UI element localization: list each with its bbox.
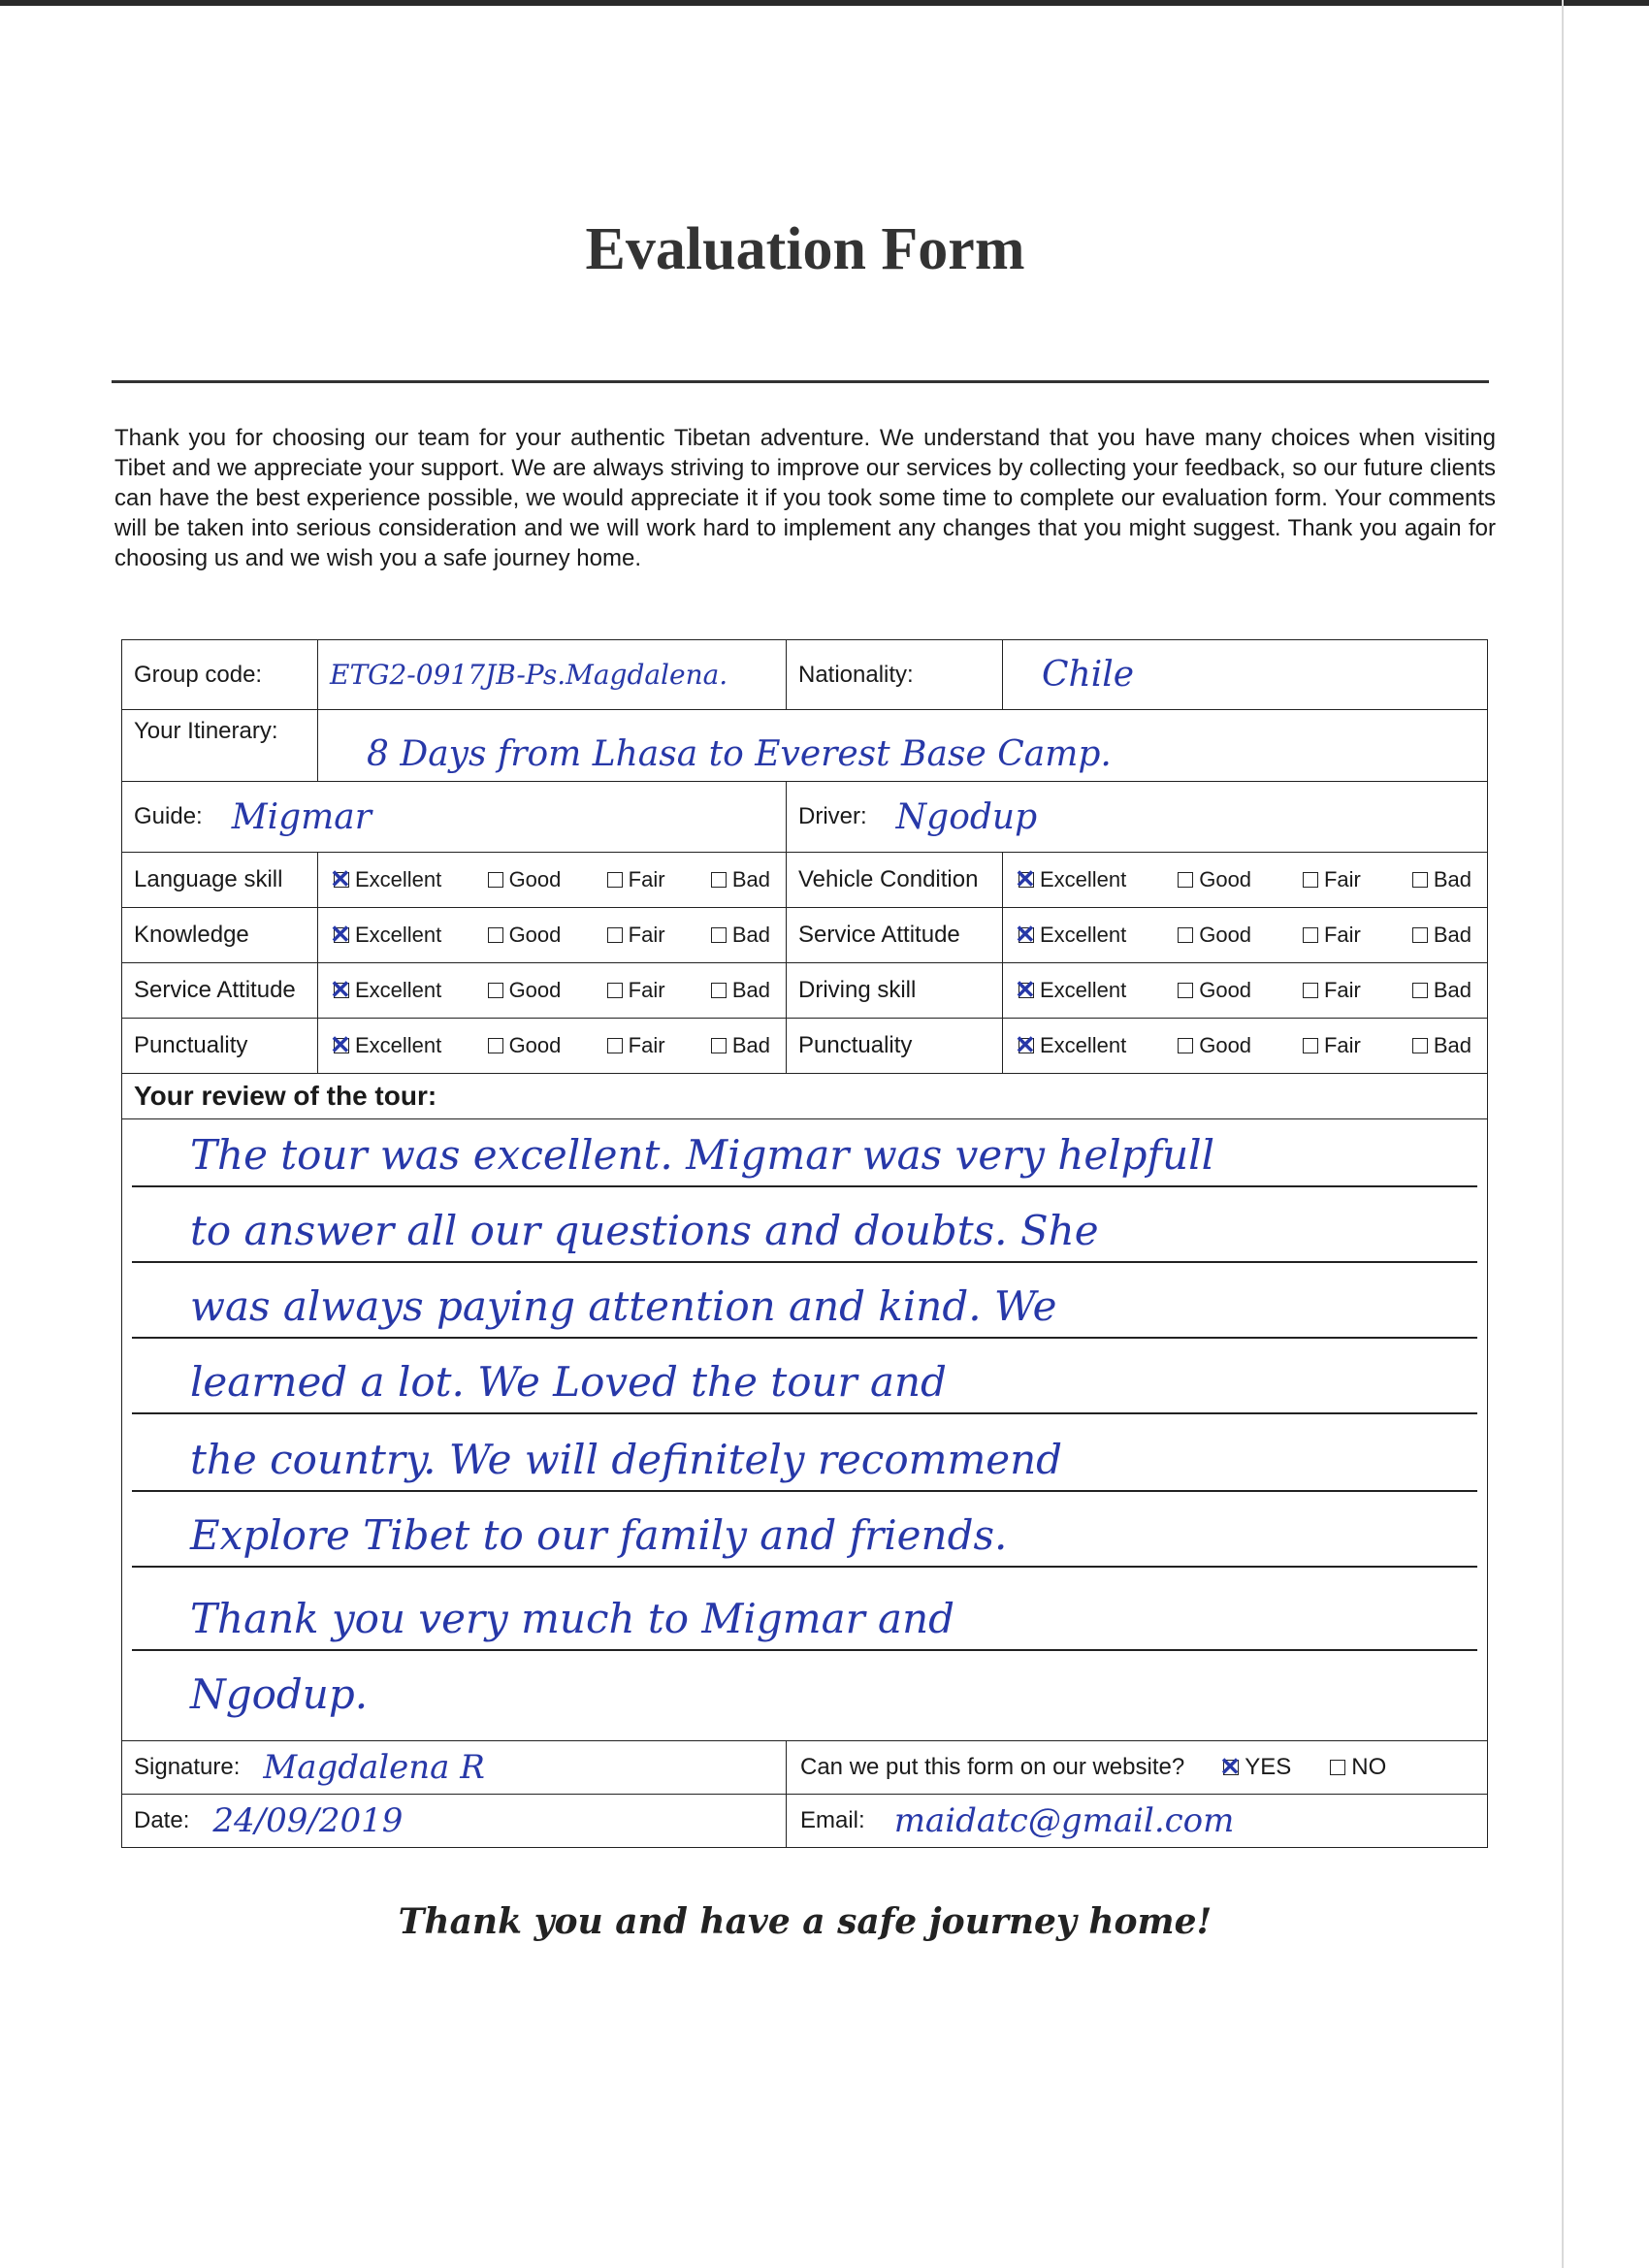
review-line: Ngodup. xyxy=(190,1670,369,1718)
rating-row xyxy=(122,963,1488,1019)
date-value[interactable]: 24/09/2019 xyxy=(212,1801,404,1840)
checkbox[interactable] xyxy=(1178,1038,1193,1053)
signature-label: Signature: xyxy=(134,1754,241,1780)
checkbox[interactable] xyxy=(711,983,727,998)
option-good[interactable]: Good xyxy=(1178,978,1251,1003)
checkbox[interactable] xyxy=(607,1038,623,1053)
option-bad[interactable]: Bad xyxy=(711,978,770,1003)
evaluation-table xyxy=(121,639,1488,1848)
review-line: The tour was excellent. Migmar was very helpfull xyxy=(132,1125,1477,1187)
review-line: learned a lot. We Loved the tour and xyxy=(132,1352,1477,1414)
website-question: Can we put this form on our website? xyxy=(800,1754,1185,1780)
group-code-label: Group code: xyxy=(122,640,318,710)
review-line: the country. We will definitely recommend xyxy=(132,1430,1477,1492)
checkbox[interactable] xyxy=(488,927,503,943)
option-bad[interactable]: Bad xyxy=(711,867,770,892)
guide-rating-label: Service Attitude xyxy=(122,963,318,1019)
option-bad[interactable]: Bad xyxy=(1412,867,1471,892)
rating-row xyxy=(122,853,1488,908)
option-fair[interactable]: Fair xyxy=(1303,923,1361,948)
option-bad[interactable]: Bad xyxy=(711,1033,770,1058)
review-line: Thank you very much to Migmar and xyxy=(132,1589,1477,1651)
checkbox[interactable] xyxy=(711,872,727,888)
option-excellent[interactable]: ✕ Excellent xyxy=(334,923,441,948)
option-excellent[interactable]: ✕ Excellent xyxy=(334,867,441,892)
guide-rating-options[interactable] xyxy=(330,923,774,948)
driver-label: Driver: xyxy=(798,803,867,829)
email-label: Email: xyxy=(800,1807,865,1833)
option-fair[interactable]: Fair xyxy=(1303,867,1361,892)
option-good[interactable]: Good xyxy=(488,978,562,1003)
review-area[interactable] xyxy=(122,1119,1488,1741)
checkbox[interactable] xyxy=(1330,1760,1345,1775)
date-label: Date: xyxy=(134,1807,190,1833)
checkbox[interactable] xyxy=(1303,872,1318,888)
option-good[interactable]: Good xyxy=(488,923,562,948)
guide-label: Guide: xyxy=(134,803,203,829)
email-value[interactable]: maidatc@gmail.com xyxy=(893,1801,1235,1840)
driver-rating-label: Service Attitude xyxy=(787,908,1003,963)
option-excellent[interactable]: ✕ Excellent xyxy=(1018,978,1126,1003)
checkbox[interactable] xyxy=(711,1038,727,1053)
rating-row xyxy=(122,1019,1488,1074)
checkbox[interactable] xyxy=(1412,927,1428,943)
checkbox[interactable] xyxy=(1303,927,1318,943)
driver-value[interactable]: Ngodup xyxy=(895,796,1038,837)
driver-rating-label: Punctuality xyxy=(787,1019,1003,1074)
option-bad[interactable]: Bad xyxy=(1412,923,1471,948)
guide-rating-options[interactable] xyxy=(330,867,774,892)
option-bad[interactable]: Bad xyxy=(1412,978,1471,1003)
footer-message: Thank you and have a safe journey home! xyxy=(398,1901,1212,1942)
option-yes[interactable]: ✕ YES xyxy=(1223,1754,1291,1781)
checkbox[interactable] xyxy=(1178,872,1193,888)
checkbox-checked[interactable] xyxy=(1018,1038,1034,1053)
checkbox-checked[interactable] xyxy=(1018,872,1034,888)
checkbox-checked[interactable] xyxy=(334,872,349,888)
option-good[interactable]: Good xyxy=(1178,1033,1251,1058)
option-good[interactable]: Good xyxy=(488,867,562,892)
checkbox[interactable] xyxy=(607,927,623,943)
checkbox[interactable] xyxy=(488,983,503,998)
checkbox-checked[interactable] xyxy=(334,983,349,998)
rating-row xyxy=(122,908,1488,963)
driver-rating-label: Vehicle Condition xyxy=(787,853,1003,908)
option-good[interactable]: Good xyxy=(1178,867,1251,892)
intro-paragraph: Thank you for choosing our team for your authentic Tibetan adventure. We understand that you have many choices when visiting Tibet and we appreciate your support. We are always striving to improve our services by collecting your feedback, so our future clients can have the best experience possible, we would appreciate it if you took some time to complete our evaluation form. Your comments will be taken into serious consideration and we will work hard to implement any changes that you might suggest. Thank you again for choosing us and we wish you a safe journey home. xyxy=(114,425,1496,571)
checkbox[interactable] xyxy=(1178,927,1193,943)
driver-rating-options[interactable] xyxy=(1015,978,1475,1003)
review-line: was always paying attention and kind. We xyxy=(132,1277,1477,1339)
checkbox-checked[interactable] xyxy=(1018,983,1034,998)
option-good[interactable]: Good xyxy=(1178,923,1251,948)
option-excellent[interactable]: ✕ Excellent xyxy=(1018,867,1126,892)
option-fair[interactable]: Fair xyxy=(607,923,665,948)
guide-rating-label: Knowledge xyxy=(122,908,318,963)
guide-rating-label: Punctuality xyxy=(122,1019,318,1074)
checkbox[interactable] xyxy=(607,983,623,998)
form-title: Evaluation Form xyxy=(585,216,1025,282)
guide-rating-label: Language skill xyxy=(122,853,318,908)
signature-value[interactable]: Magdalena R xyxy=(263,1748,485,1787)
checkbox[interactable] xyxy=(607,872,623,888)
group-code-value[interactable]: ETG2-0917JB-Ps.Magdalena. xyxy=(318,640,787,710)
driver-rating-options[interactable] xyxy=(1015,1033,1475,1058)
driver-rating-label: Driving skill xyxy=(787,963,1003,1019)
option-fair[interactable]: Fair xyxy=(1303,978,1361,1003)
page-top-edge xyxy=(0,0,1649,6)
checkbox[interactable] xyxy=(1303,983,1318,998)
option-excellent[interactable]: ✕ Excellent xyxy=(334,1033,441,1058)
checkbox-checked[interactable] xyxy=(334,927,349,943)
guide-rating-options[interactable] xyxy=(330,978,774,1003)
itinerary-label: Your Itinerary: xyxy=(122,710,318,782)
nationality-label: Nationality: xyxy=(787,640,1003,710)
driver-rating-options[interactable] xyxy=(1015,923,1475,948)
option-good[interactable]: Good xyxy=(488,1033,562,1058)
checkbox-checked[interactable] xyxy=(1223,1760,1239,1775)
option-bad[interactable]: Bad xyxy=(1412,1033,1471,1058)
review-line: Explore Tibet to our family and friends. xyxy=(132,1506,1477,1568)
option-bad[interactable]: Bad xyxy=(711,923,770,948)
checkbox[interactable] xyxy=(711,927,727,943)
checkbox[interactable] xyxy=(1303,1038,1318,1053)
checkbox[interactable] xyxy=(1178,983,1193,998)
checkbox[interactable] xyxy=(1412,983,1428,998)
option-fair[interactable]: Fair xyxy=(607,1033,665,1058)
driver-rating-options[interactable] xyxy=(1015,867,1475,892)
checkbox[interactable] xyxy=(1412,1038,1428,1053)
option-excellent[interactable]: ✕ Excellent xyxy=(334,978,441,1003)
guide-rating-options[interactable] xyxy=(330,1033,774,1058)
itinerary-value[interactable]: 8 Days from Lhasa to Everest Base Camp. xyxy=(318,710,1488,782)
option-excellent[interactable]: ✕ Excellent xyxy=(1018,1033,1126,1058)
checkbox-checked[interactable] xyxy=(334,1038,349,1053)
checkbox-checked[interactable] xyxy=(1018,927,1034,943)
checkbox[interactable] xyxy=(488,872,503,888)
nationality-value[interactable]: Chile xyxy=(1003,640,1488,710)
checkbox[interactable] xyxy=(488,1038,503,1053)
option-no[interactable]: NO xyxy=(1330,1754,1386,1781)
review-heading: Your review of the tour: xyxy=(122,1074,1488,1119)
review-line: to answer all our questions and doubts. She xyxy=(132,1201,1477,1263)
checkbox[interactable] xyxy=(1412,872,1428,888)
title-rule xyxy=(112,380,1489,383)
option-excellent[interactable]: ✕ Excellent xyxy=(1018,923,1126,948)
option-fair[interactable]: Fair xyxy=(607,867,665,892)
guide-value[interactable]: Migmar xyxy=(231,796,372,837)
option-fair[interactable]: Fair xyxy=(607,978,665,1003)
option-fair[interactable]: Fair xyxy=(1303,1033,1361,1058)
